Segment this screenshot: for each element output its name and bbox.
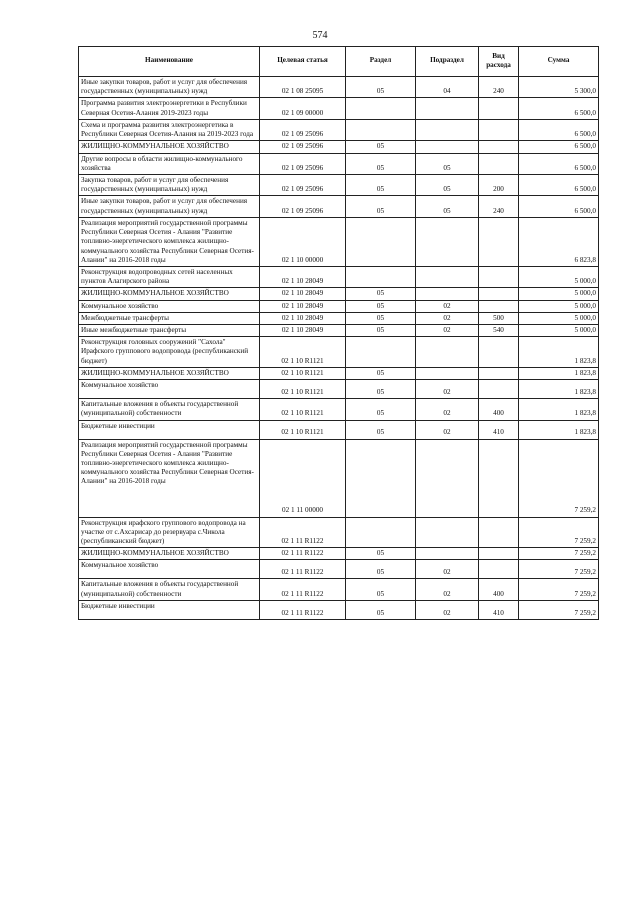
cell-subsection: 02: [416, 300, 479, 312]
table-row: [79, 399, 599, 420]
table-row: [79, 600, 599, 619]
table-row: [79, 174, 599, 195]
cell-subsection: 02: [416, 420, 479, 439]
cell-section: [346, 337, 416, 368]
cell-section: 05: [346, 153, 416, 174]
cell-sum: 6 500,0: [519, 196, 599, 217]
cell-expense: [479, 380, 519, 399]
cell-name: Коммунальное хозяйство: [79, 560, 260, 579]
cell-section: [346, 266, 416, 287]
cell-target: 02 1 10 28049: [260, 266, 346, 287]
table-row: [79, 98, 599, 119]
header-subsection: Подраздел: [416, 47, 479, 77]
cell-sum: 5 000,0: [519, 288, 599, 300]
cell-expense: 200: [479, 174, 519, 195]
cell-subsection: [416, 98, 479, 119]
cell-section: 05: [346, 325, 416, 337]
cell-sum: 7 259,2: [519, 579, 599, 600]
cell-expense: [479, 98, 519, 119]
cell-name: Иные закупки товаров, работ и услуг для обеспечения государственных (муниципальных) нужд: [79, 77, 260, 98]
cell-expense: [479, 300, 519, 312]
cell-subsection: 02: [416, 560, 479, 579]
cell-section: 05: [346, 141, 416, 153]
cell-subsection: [416, 119, 479, 140]
cell-target: 02 1 10 R1121: [260, 380, 346, 399]
table-row: [79, 141, 599, 153]
cell-expense: 240: [479, 196, 519, 217]
cell-sum: 1 823,8: [519, 367, 599, 379]
cell-target: 02 1 09 25096: [260, 141, 346, 153]
cell-target: 02 1 11 R1122: [260, 548, 346, 560]
table-row: [79, 300, 599, 312]
cell-name: ЖИЛИЩНО-КОММУНАЛЬНОЕ ХОЗЯЙСТВО: [79, 288, 260, 300]
cell-subsection: 05: [416, 196, 479, 217]
table-row: [79, 217, 599, 266]
cell-subsection: [416, 337, 479, 368]
cell-subsection: 02: [416, 399, 479, 420]
cell-expense: [479, 217, 519, 266]
cell-subsection: [416, 439, 479, 517]
cell-expense: [479, 337, 519, 368]
cell-subsection: 05: [416, 174, 479, 195]
cell-subsection: [416, 141, 479, 153]
cell-name: Схема и программа развития электроэнергетика в Республики Северная Осетия-Алания на 2019-2023 года: [79, 119, 260, 140]
cell-expense: [479, 266, 519, 287]
cell-target: 02 1 10 28049: [260, 300, 346, 312]
cell-target: 02 1 10 R1121: [260, 337, 346, 368]
cell-target: 02 1 09 00000: [260, 98, 346, 119]
cell-name: Капитальные вложения в объекты государственной (муниципальной) собственности: [79, 579, 260, 600]
cell-name: Реализация мероприятий государственной программы Республики Северная Осетия - Алания "Развитие топливно-энергетического комплекса жилищно-коммунального хозяйства Республики Северная Осетия-Алании" на 2016-2018 годы: [79, 217, 260, 266]
table-row: [79, 579, 599, 600]
cell-expense: [479, 560, 519, 579]
cell-target: 02 1 10 R1121: [260, 399, 346, 420]
table-row: [79, 560, 599, 579]
cell-subsection: 02: [416, 579, 479, 600]
cell-target: 02 1 10 R1121: [260, 367, 346, 379]
cell-sum: 1 823,8: [519, 337, 599, 368]
cell-name: Закупка товаров, работ и услуг для обеспечения государственных (муниципальных) нужд: [79, 174, 260, 195]
table-row: [79, 325, 599, 337]
cell-target: 02 1 10 28049: [260, 288, 346, 300]
cell-name: Коммунальное хозяйство: [79, 380, 260, 399]
cell-subsection: [416, 217, 479, 266]
cell-sum: 5 300,0: [519, 77, 599, 98]
cell-sum: 6 500,0: [519, 98, 599, 119]
cell-section: 05: [346, 560, 416, 579]
cell-name: ЖИЛИЩНО-КОММУНАЛЬНОЕ ХОЗЯЙСТВО: [79, 367, 260, 379]
header-expense-type: Вид расхода: [479, 47, 519, 77]
cell-section: 05: [346, 300, 416, 312]
cell-target: 02 1 08 25095: [260, 77, 346, 98]
cell-target: 02 1 09 25096: [260, 174, 346, 195]
cell-expense: 410: [479, 600, 519, 619]
cell-target: 02 1 09 25096: [260, 153, 346, 174]
cell-sum: 6 500,0: [519, 153, 599, 174]
table-row: [79, 77, 599, 98]
cell-sum: 5 000,0: [519, 312, 599, 324]
cell-name: Программа развития электроэнергетики в Республики Северная Осетия-Алания 2019-2023 годы: [79, 98, 260, 119]
cell-target: 02 1 11 R1122: [260, 560, 346, 579]
table-row: [79, 517, 599, 548]
cell-expense: 410: [479, 420, 519, 439]
cell-expense: 240: [479, 77, 519, 98]
cell-section: 05: [346, 367, 416, 379]
cell-subsection: 02: [416, 600, 479, 619]
cell-sum: 5 000,0: [519, 266, 599, 287]
cell-expense: 400: [479, 399, 519, 420]
cell-section: 05: [346, 174, 416, 195]
cell-expense: [479, 439, 519, 517]
cell-section: [346, 98, 416, 119]
cell-subsection: [416, 367, 479, 379]
cell-target: 02 1 10 28049: [260, 325, 346, 337]
cell-section: 05: [346, 579, 416, 600]
cell-expense: [479, 141, 519, 153]
header-sum: Сумма: [519, 47, 599, 77]
cell-section: 05: [346, 196, 416, 217]
cell-section: [346, 517, 416, 548]
cell-name: Реконструкция ирафского группового водопровода на участке от с.Ахсарисар до резервуара с.Чикола (республиканский бюджет): [79, 517, 260, 548]
table-row: [79, 153, 599, 174]
table-row: [79, 439, 599, 517]
cell-section: 05: [346, 420, 416, 439]
cell-section: 05: [346, 288, 416, 300]
cell-expense: [479, 548, 519, 560]
table-row: [79, 380, 599, 399]
cell-name: Иные межбюджетные трансферты: [79, 325, 260, 337]
cell-expense: 400: [479, 579, 519, 600]
cell-target: 02 1 11 00000: [260, 439, 346, 517]
budget-table: [78, 46, 599, 620]
cell-sum: 7 259,2: [519, 439, 599, 517]
cell-expense: [479, 288, 519, 300]
table-row: [79, 548, 599, 560]
cell-subsection: [416, 548, 479, 560]
cell-subsection: 02: [416, 380, 479, 399]
table-row: [79, 420, 599, 439]
cell-name: Межбюджетные трансферты: [79, 312, 260, 324]
cell-expense: [479, 119, 519, 140]
cell-section: 05: [346, 77, 416, 98]
cell-name: ЖИЛИЩНО-КОММУНАЛЬНОЕ ХОЗЯЙСТВО: [79, 141, 260, 153]
cell-target: 02 1 10 R1121: [260, 420, 346, 439]
header-section: Раздел: [346, 47, 416, 77]
cell-section: 05: [346, 380, 416, 399]
cell-target: 02 1 10 28049: [260, 312, 346, 324]
cell-name: Реализация мероприятий государственной программы Республики Северная Осетия - Алания "Развитие топливно-энергетического комплекса жилищно-коммунального хозяйства Республики Северная Осетия-Алании" на 2016-2018 годы: [79, 439, 260, 517]
cell-section: 05: [346, 548, 416, 560]
cell-subsection: 04: [416, 77, 479, 98]
cell-sum: 6 500,0: [519, 119, 599, 140]
cell-name: Коммунальное хозяйство: [79, 300, 260, 312]
cell-expense: [479, 153, 519, 174]
table-row: [79, 119, 599, 140]
cell-sum: 7 259,2: [519, 560, 599, 579]
cell-section: [346, 119, 416, 140]
table-row: [79, 288, 599, 300]
cell-sum: 7 259,2: [519, 517, 599, 548]
table-row: [79, 337, 599, 368]
cell-sum: 6 500,0: [519, 174, 599, 195]
cell-subsection: 02: [416, 325, 479, 337]
cell-name: Бюджетные инвестиции: [79, 420, 260, 439]
cell-subsection: 02: [416, 312, 479, 324]
cell-name: Реконструкция водопроводных сетей населенных пунктов Алагирского района: [79, 266, 260, 287]
cell-expense: 500: [479, 312, 519, 324]
cell-target: 02 1 11 R1122: [260, 517, 346, 548]
cell-target: 02 1 11 R1122: [260, 600, 346, 619]
cell-name: ЖИЛИЩНО-КОММУНАЛЬНОЕ ХОЗЯЙСТВО: [79, 548, 260, 560]
cell-section: [346, 439, 416, 517]
cell-sum: 5 000,0: [519, 325, 599, 337]
cell-target: 02 1 10 00000: [260, 217, 346, 266]
cell-name: Бюджетные инвестиции: [79, 600, 260, 619]
cell-sum: 7 259,2: [519, 600, 599, 619]
cell-expense: [479, 517, 519, 548]
cell-subsection: [416, 266, 479, 287]
cell-expense: [479, 367, 519, 379]
cell-sum: 6 823,8: [519, 217, 599, 266]
cell-expense: 540: [479, 325, 519, 337]
cell-section: 05: [346, 399, 416, 420]
table-row: [79, 367, 599, 379]
table-row: [79, 196, 599, 217]
table-body: [79, 77, 599, 620]
header-name: Наименование: [79, 47, 260, 77]
page-number: 574: [312, 30, 328, 41]
cell-subsection: [416, 517, 479, 548]
cell-name: Капитальные вложения в объекты государственной (муниципальной) собственности: [79, 399, 260, 420]
cell-sum: 1 823,8: [519, 399, 599, 420]
table-row: [79, 312, 599, 324]
cell-sum: 7 259,2: [519, 548, 599, 560]
cell-target: 02 1 11 R1122: [260, 579, 346, 600]
cell-name: Реконструкция головных сооружений "Сахола" Ирафского группового водопровода (республиканский бюджет): [79, 337, 260, 368]
table-header-row: [79, 47, 599, 77]
cell-section: 05: [346, 600, 416, 619]
cell-subsection: [416, 288, 479, 300]
table-row: [79, 266, 599, 287]
cell-name: Иные закупки товаров, работ и услуг для обеспечения государственных (муниципальных) нужд: [79, 196, 260, 217]
cell-target: 02 1 09 25096: [260, 196, 346, 217]
cell-section: 05: [346, 312, 416, 324]
cell-name: Другие вопросы в области жилищно-коммунального хозяйства: [79, 153, 260, 174]
cell-sum: 5 000,0: [519, 300, 599, 312]
cell-sum: 6 500,0: [519, 141, 599, 153]
cell-target: 02 1 09 25096: [260, 119, 346, 140]
cell-sum: 1 823,8: [519, 420, 599, 439]
header-target: Целевая статья: [260, 47, 346, 77]
cell-subsection: 05: [416, 153, 479, 174]
cell-section: [346, 217, 416, 266]
cell-sum: 1 823,8: [519, 380, 599, 399]
